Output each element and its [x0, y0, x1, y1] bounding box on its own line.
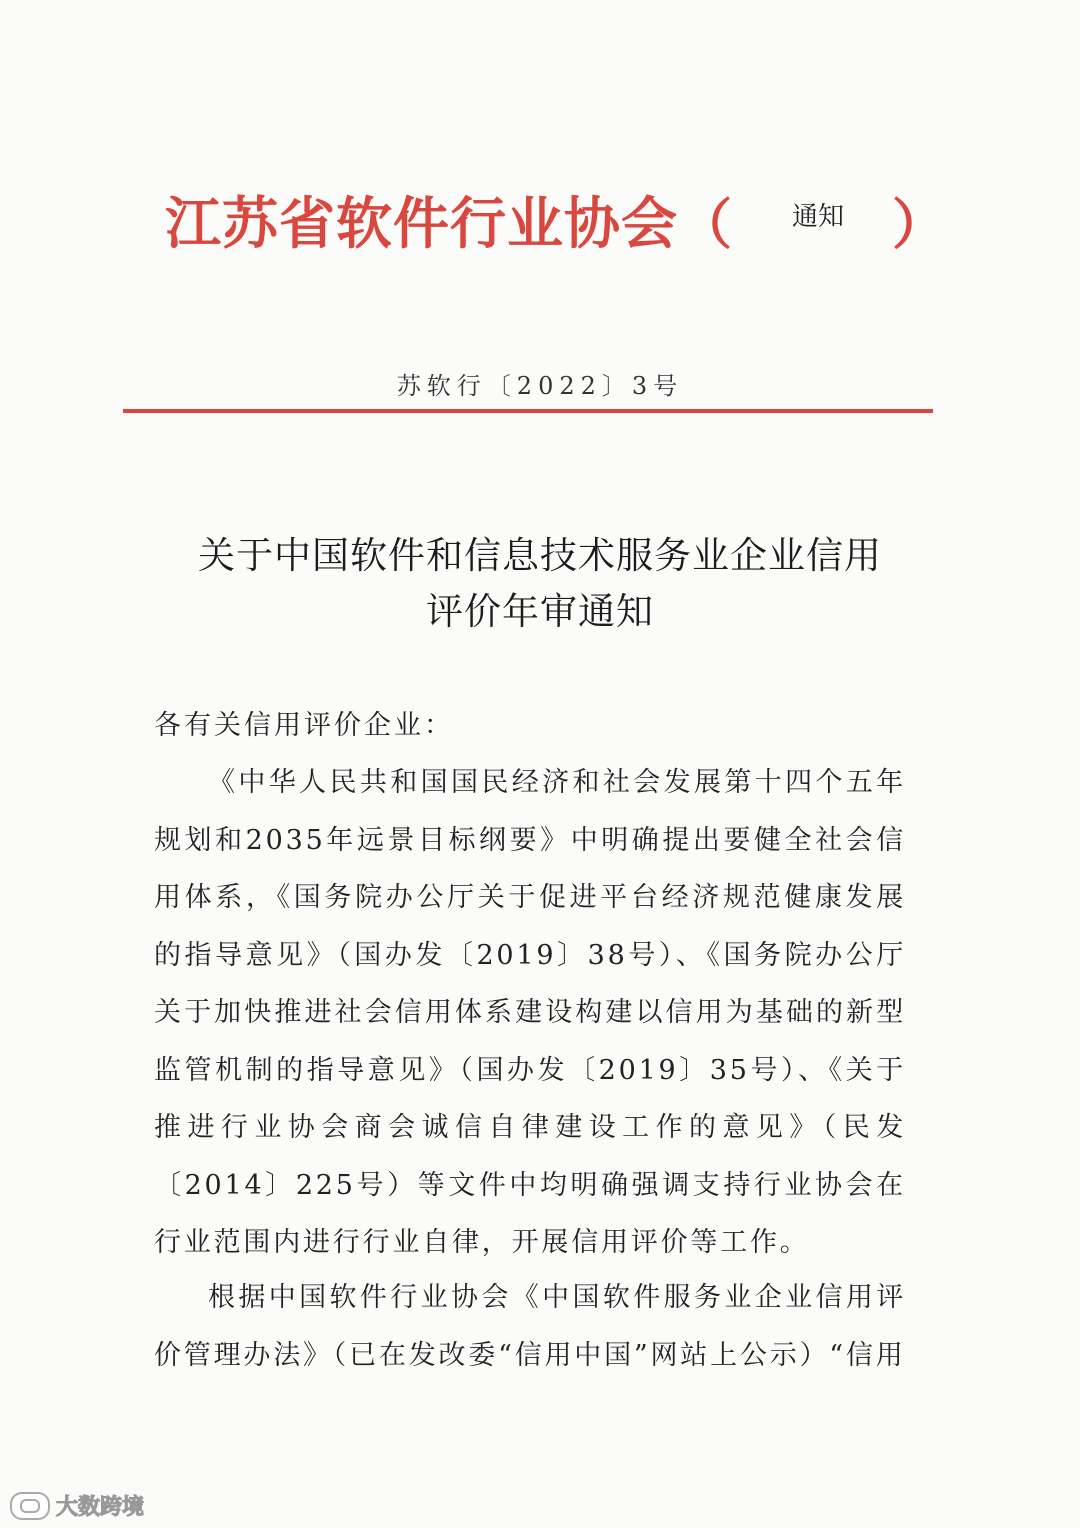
paren-close: ）: [892, 191, 947, 256]
paren-open: （: [678, 191, 732, 256]
document-title: [0, 528, 1080, 640]
document-header: [165, 180, 946, 260]
title-line-1: 关于中国软件和信息技术服务业企业信用: [198, 534, 882, 577]
title-line-2: 评价年审通知: [426, 590, 654, 633]
org-name: 江苏省软件行业协会: [165, 191, 678, 257]
watermark-text: 大数跨境: [56, 1495, 145, 1520]
body-paragraph-2: 根据中国软件行业协会《中国软件服务业企业信用评价管理办法》（已在发改委“信用中国”网站上公示）“信用: [154, 1282, 906, 1371]
red-divider: [123, 409, 933, 413]
body-paragraph-1: 《中华人民共和国国民经济和社会发展第十四个五年规划和2035年远景目标纲要》中明确提出要健全社会信用体系，《国务院办公厅关于促进平台经济规范健康发展的指导意见》（国办发〔2019〕38号）、《国务院办公厅关于加快推进社会信用体系建设构建以信用为基础的新型监管机制的指导意见》（国办发〔2019〕35号）、《关于推进行业协会商会诚信自律建设工作的意见》（民发〔2014〕225号）等文件中均明确强调支持行业协会在行业范围内进行行业自律，开展信用评价等工作。: [154, 767, 906, 1258]
watermark-logo-icon: [10, 1492, 50, 1520]
salutation: 各有关信用评价企业：: [154, 710, 454, 741]
doc-number: 苏软行〔2022〕3号: [396, 372, 684, 400]
doc-kind: 通知: [792, 201, 845, 232]
watermark: [10, 1490, 144, 1521]
